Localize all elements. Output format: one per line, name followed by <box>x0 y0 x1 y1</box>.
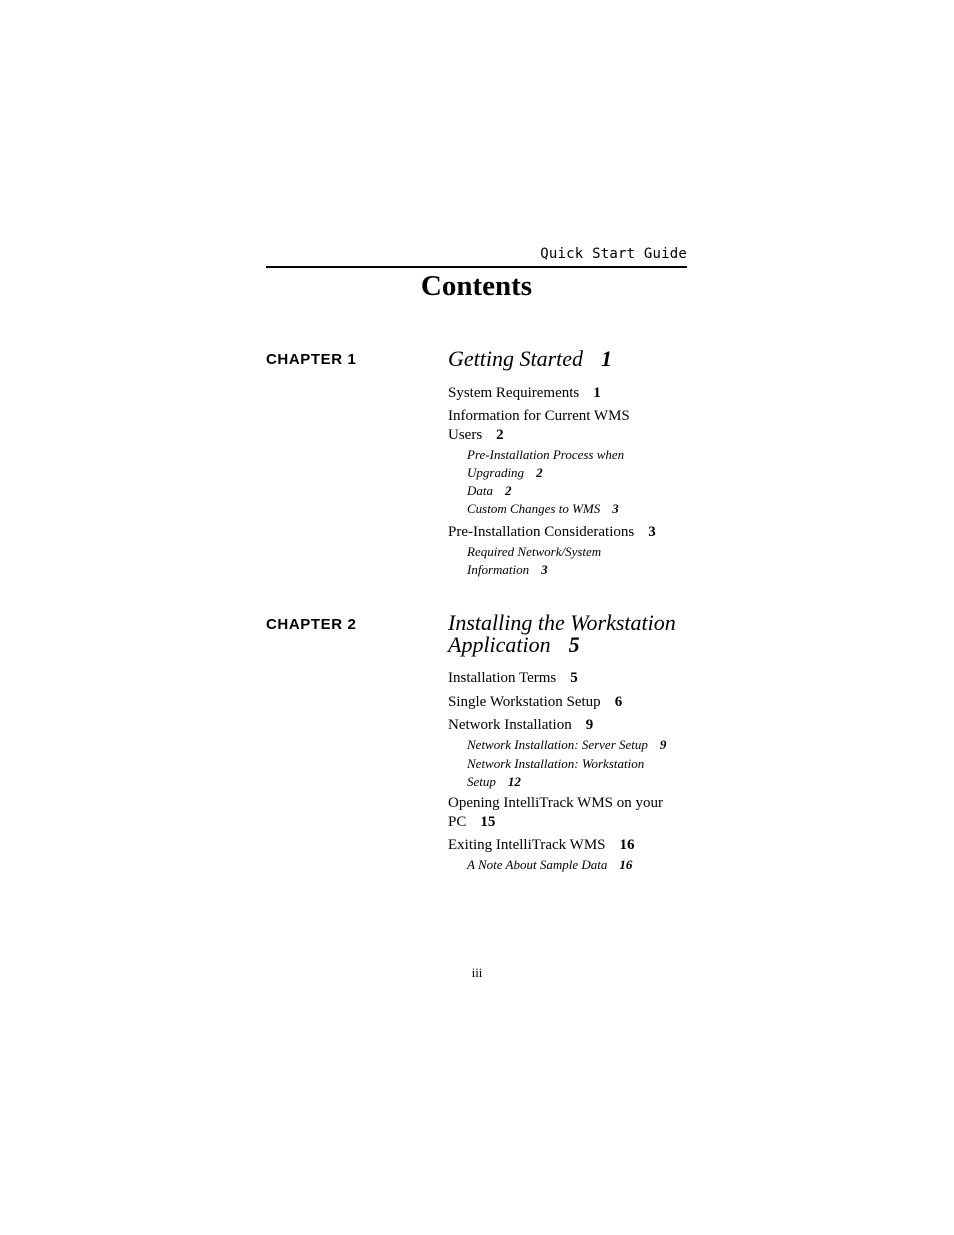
toc-page-number: 16 <box>619 857 633 872</box>
toc-entry-text: Required Network/System Information <box>467 544 602 577</box>
toc-page-number: 3 <box>612 501 619 516</box>
toc-page-number: 1 <box>593 385 601 401</box>
toc-page-number: 9 <box>659 737 667 752</box>
footer-page-number: iii <box>471 965 483 980</box>
toc-entry-text: Opening IntelliTrack WMS on your PC <box>448 795 663 830</box>
toc-subentry-pre-installation-process[interactable] <box>467 446 647 482</box>
toc-page-number: 9 <box>585 717 594 733</box>
toc-page-number: 15 <box>480 814 496 830</box>
chapter-page-number: 5 <box>568 632 580 657</box>
toc-subentry-network-workstation-setup[interactable] <box>467 755 667 791</box>
toc-entry-text: Information for Current WMS Users <box>448 408 630 443</box>
toc-entry-pre-installation-considerations[interactable] <box>448 523 688 542</box>
toc-page-number: 3 <box>648 524 656 540</box>
toc-page-number: 6 <box>614 694 623 710</box>
chapter-2-label: CHAPTER 2 <box>266 616 357 633</box>
chapter-1-title[interactable] <box>448 348 693 370</box>
toc-page-number: 16 <box>619 837 635 853</box>
toc-page-number: 2 <box>505 483 512 498</box>
toc-subentry-required-network-info[interactable] <box>467 543 627 579</box>
toc-entry-text: Data <box>467 483 493 498</box>
toc-entry-text: Installation Terms <box>448 670 557 686</box>
toc-page-number: 5 <box>570 670 578 686</box>
toc-entry-text: A Note About Sample Data <box>467 857 608 872</box>
toc-entry-network-installation[interactable] <box>448 716 688 735</box>
chapter-page-number: 1 <box>601 346 613 371</box>
toc-entry-text: Network Installation: Workstation Setup <box>467 756 645 789</box>
toc-entry-text: Network Installation <box>448 717 572 733</box>
toc-entry-installation-terms[interactable] <box>448 669 688 688</box>
toc-entry-single-workstation-setup[interactable] <box>448 693 688 712</box>
toc-entry-text: Pre-Installation Process when Upgrading <box>467 447 625 480</box>
toc-page-number: 2 <box>536 465 543 480</box>
toc-entry-information-current-wms-users[interactable] <box>448 407 648 445</box>
chapter-title-text: Getting Started <box>448 346 584 371</box>
toc-entry-text: Pre-Installation Considerations <box>448 524 635 540</box>
toc-entry-system-requirements[interactable] <box>448 384 688 403</box>
chapter-2-title[interactable] <box>448 612 688 656</box>
page-title: Contents <box>420 270 533 302</box>
toc-subentry-custom-changes[interactable] <box>467 500 692 518</box>
toc-entry-text: Single Workstation Setup <box>448 694 601 710</box>
toc-entry-exiting-intellitrack[interactable] <box>448 836 688 855</box>
toc-page-number: 2 <box>496 427 504 443</box>
toc-entry-opening-intellitrack[interactable] <box>448 794 688 832</box>
running-header: Quick Start Guide <box>540 246 687 262</box>
chapter-title-text: Installing the Workstation Application <box>448 610 676 657</box>
toc-subentry-sample-data[interactable] <box>467 856 692 874</box>
toc-entry-text: System Requirements <box>448 385 580 401</box>
chapter-1-label: CHAPTER 1 <box>266 351 357 368</box>
toc-entry-text: Custom Changes to WMS <box>467 501 601 516</box>
toc-subentry-data[interactable] <box>467 482 692 500</box>
toc-entry-text: Network Installation: Server Setup <box>467 737 648 752</box>
toc-subentry-network-server-setup[interactable] <box>467 736 697 754</box>
toc-entry-text: Exiting IntelliTrack WMS <box>448 837 606 853</box>
toc-page-number: 12 <box>507 774 521 789</box>
header-rule <box>266 266 687 268</box>
toc-page-number: 3 <box>541 562 548 577</box>
